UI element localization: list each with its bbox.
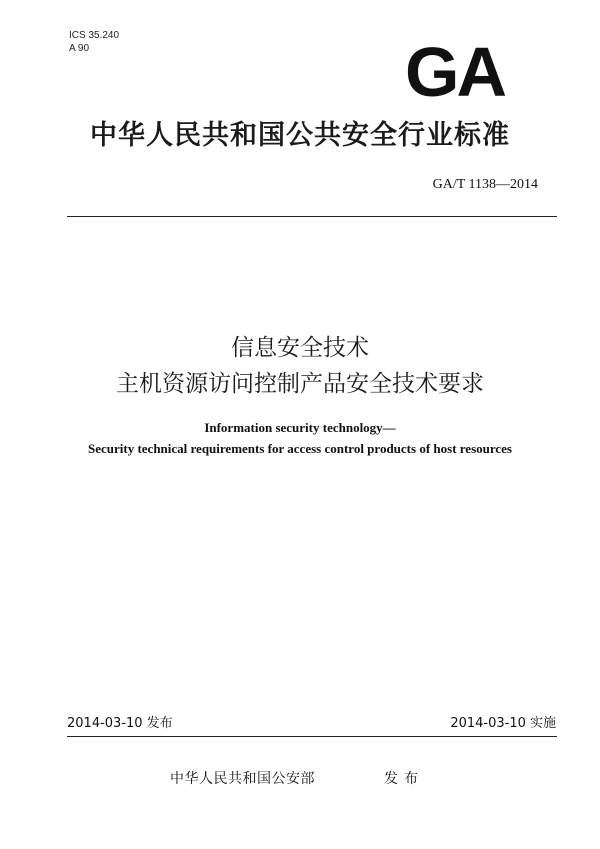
- header-divider: [67, 216, 557, 217]
- standard-category-title: 中华人民共和国公共安全行业标准: [90, 120, 510, 151]
- ics-code: ICS 35.240: [69, 30, 120, 41]
- title-zh-line1: 信息安全技术: [231, 335, 369, 361]
- issue-verb: 发布: [384, 771, 424, 787]
- issuing-authority: 中华人民共和国公安部: [170, 771, 315, 787]
- footer-divider: [67, 736, 557, 737]
- ga-logo: GA: [405, 33, 504, 111]
- implementation-date: 2014-03-10 实施: [450, 716, 556, 731]
- standard-code: GA/T 1138—2014: [432, 177, 538, 192]
- ccs-code: A 90: [69, 43, 90, 54]
- title-zh-line2: 主机资源访问控制产品安全技术要求: [116, 371, 484, 397]
- issue-date: 2014-03-10 发布: [67, 716, 173, 731]
- title-en-line2: Security technical requirements for access control products of host resources: [87, 441, 512, 456]
- title-en-line1: Information security technology—: [204, 420, 396, 435]
